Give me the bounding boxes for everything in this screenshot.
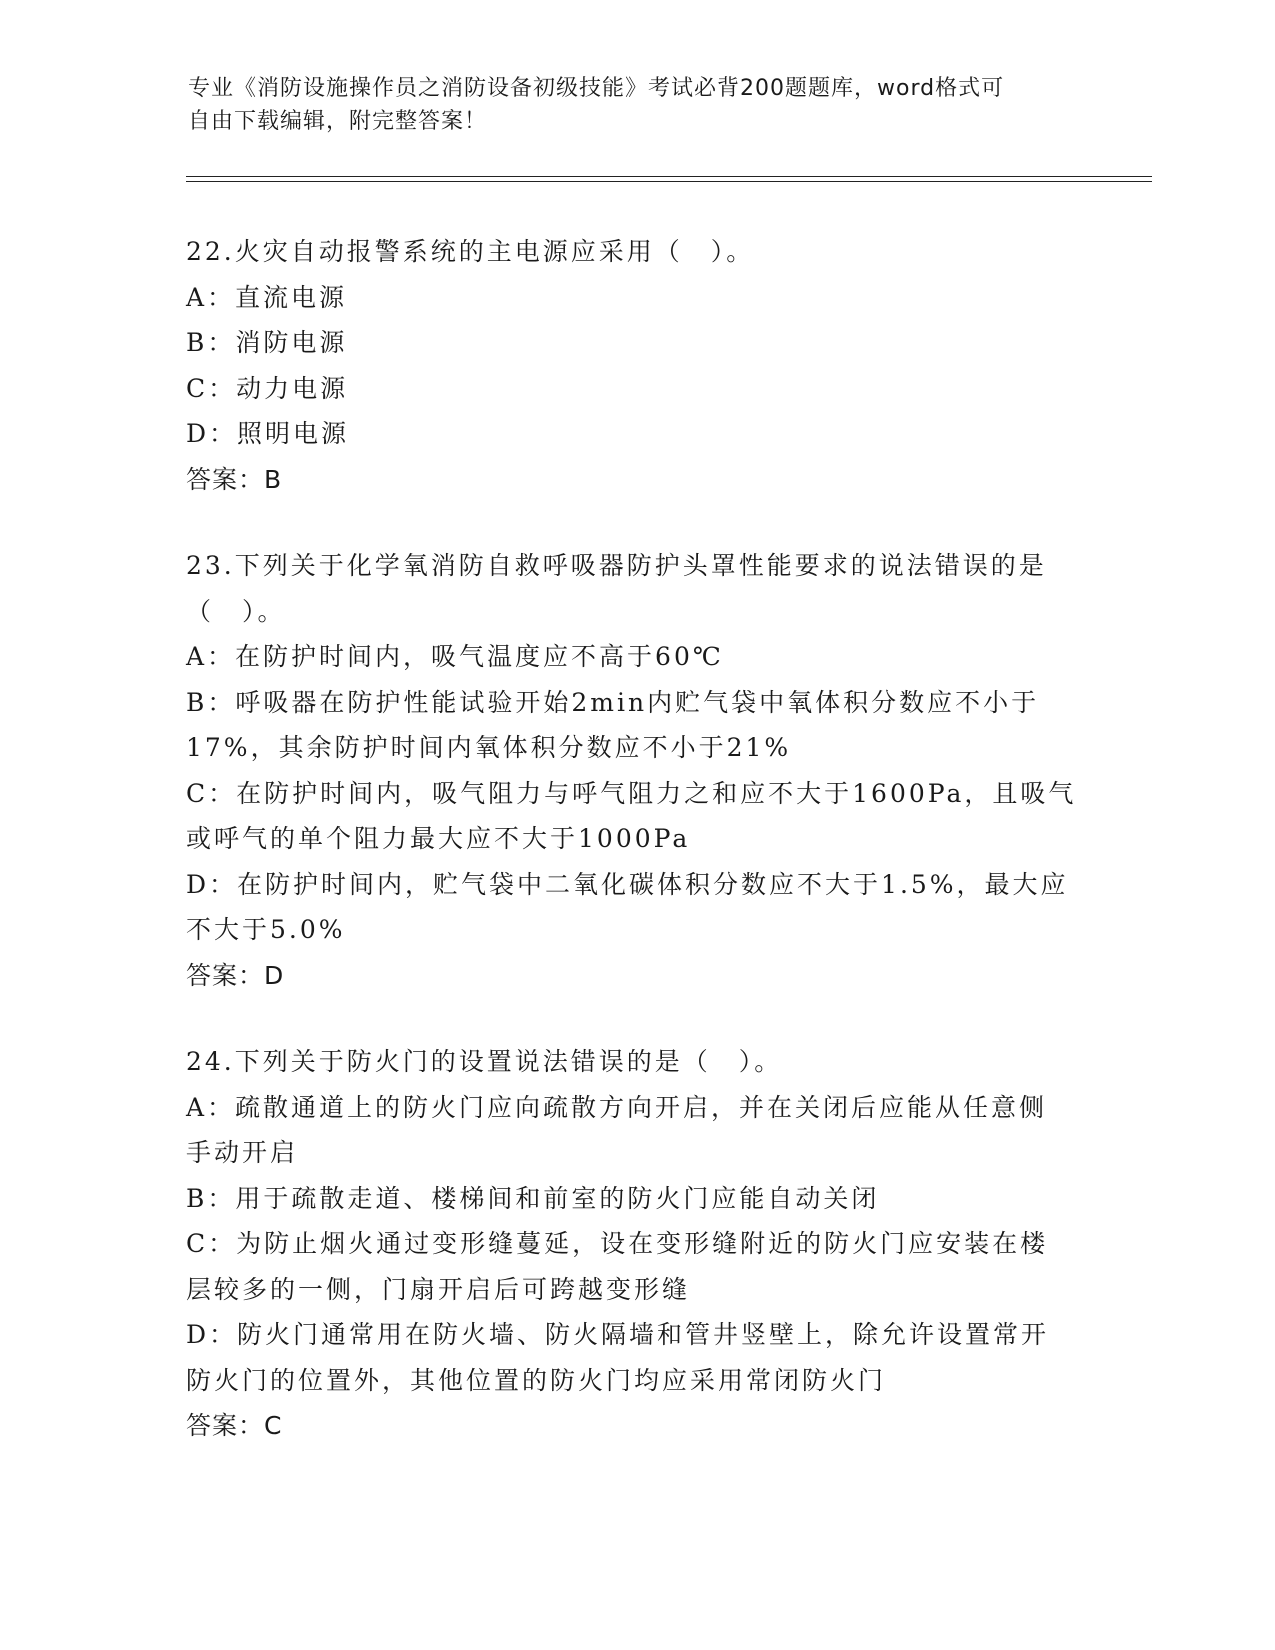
answer: 答案：B bbox=[186, 464, 283, 494]
option-d-continued: 防火门的位置外，其他位置的防火门均应采用常闭防火门 bbox=[186, 1365, 887, 1395]
option-a: A：直流电源 bbox=[186, 282, 348, 312]
option-b-continued: 17%，其余防护时间内氧体积分数应不小于21% bbox=[186, 733, 792, 762]
question-stem: 23.下列关于化学氧消防自救呼吸器防护头罩性能要求的说法错误的是 bbox=[186, 551, 1047, 580]
option-d: D：防火门通常用在防火墙、防火隔墙和管井竖壁上，除允许设置常开 bbox=[186, 1320, 1050, 1349]
document-header bbox=[188, 72, 1088, 138]
option-c: C：在防护时间内，吸气阻力与呼气阻力之和应不大于1600Pa，且吸气 bbox=[186, 778, 1077, 808]
question-stem: 24.下列关于防火门的设置说法错误的是（ ）。 bbox=[186, 1047, 783, 1076]
option-c: C：为防止烟火通过变形缝蔓延，设在变形缝附近的防火门应安装在楼 bbox=[186, 1229, 1049, 1258]
option-b: B：呼吸器在防护性能试验开始2min内贮气袋中氧体积分数应不小于 bbox=[186, 687, 1040, 717]
answer: 答案：C bbox=[186, 1411, 283, 1440]
option-a: A：疏散通道上的防火门应向疏散方向开启，并在关闭后应能从任意侧 bbox=[186, 1092, 1048, 1122]
header-line-1: 专业《消防设施操作员之消防设备初级技能》考试必背200题题库，word格式可 bbox=[188, 76, 1005, 101]
option-c-continued: 层较多的一侧，门扇开启后可跨越变形缝 bbox=[186, 1274, 691, 1304]
header-double-rule bbox=[186, 176, 1152, 182]
option-d: D：在防护时间内，贮气袋中二氧化碳体积分数应不大于1.5%，最大应 bbox=[186, 869, 1069, 899]
question-stem: 22.火灾自动报警系统的主电源应采用（ ）。 bbox=[186, 237, 755, 266]
question-stem-continued: （ ）。 bbox=[186, 596, 286, 626]
question-22 bbox=[186, 229, 1086, 502]
option-c-continued: 或呼气的单个阻力最大应不大于1000Pa bbox=[186, 824, 691, 853]
question-24 bbox=[186, 1039, 1086, 1449]
header-line-2: 自由下载编辑，附完整答案！ bbox=[188, 109, 488, 134]
question-list bbox=[186, 229, 1086, 1490]
option-c: C：动力电源 bbox=[186, 373, 349, 403]
option-b: B：消防电源 bbox=[186, 328, 348, 357]
option-a: A：在防护时间内，吸气温度应不高于60℃ bbox=[186, 642, 724, 671]
option-d: D：照明电源 bbox=[186, 419, 350, 448]
answer: 答案：D bbox=[186, 960, 285, 990]
question-23 bbox=[186, 543, 1086, 998]
option-d-continued: 不大于5.0% bbox=[186, 915, 346, 944]
option-b: B：用于疏散走道、楼梯间和前室的防火门应能自动关闭 bbox=[186, 1183, 880, 1213]
option-a-continued: 手动开启 bbox=[186, 1138, 299, 1167]
